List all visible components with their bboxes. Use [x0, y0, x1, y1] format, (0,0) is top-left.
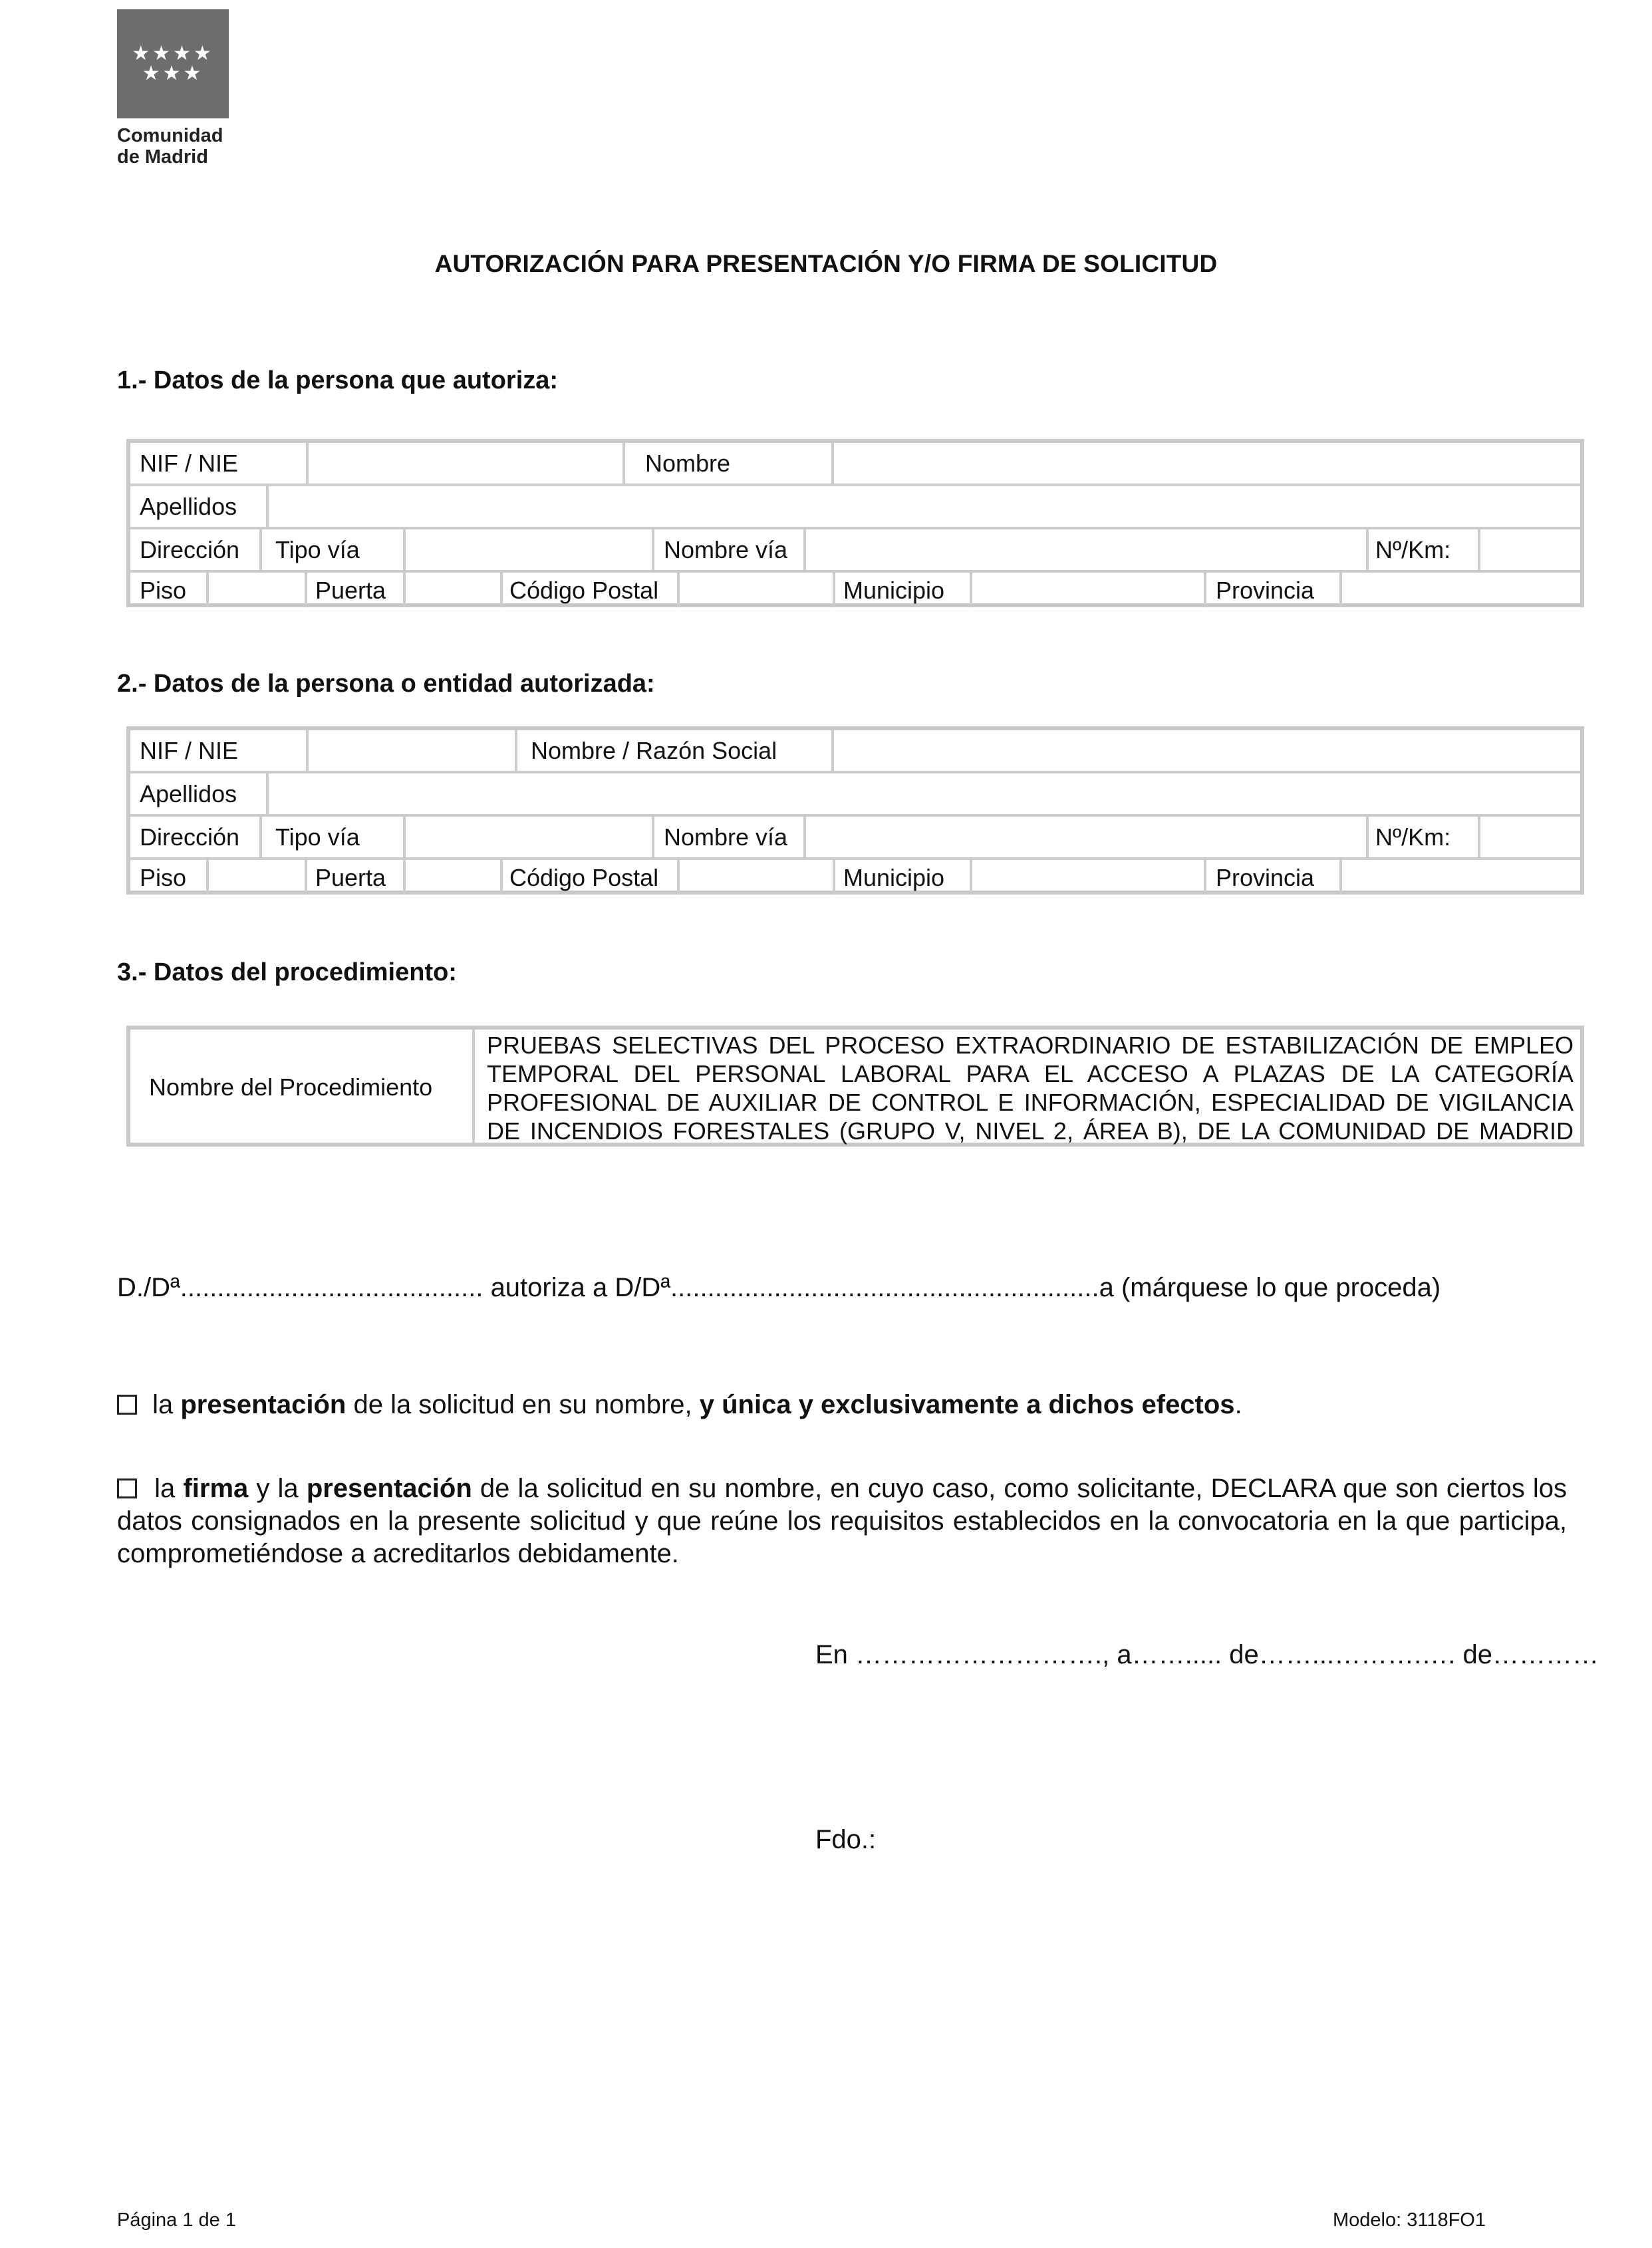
section2-row-apellidos — [130, 773, 1580, 814]
page-number: Página 1 de 1 — [117, 2209, 236, 2231]
section1-row-apellidos — [130, 486, 1580, 527]
puerta-field-2[interactable] — [406, 860, 500, 895]
num-km-field[interactable] — [1480, 529, 1580, 570]
codigo-postal-field-2[interactable] — [680, 860, 833, 895]
firma-checkbox[interactable] — [117, 1478, 137, 1498]
section2-row-direccion — [130, 817, 1580, 857]
procedure-table — [126, 1026, 1584, 1147]
place-date-line: En ………………………., a……..... de……...……….…. de………… — [815, 1640, 1599, 1669]
option-firma-presentacion — [117, 1473, 1567, 1570]
tipo-via-field-2[interactable] — [406, 817, 652, 857]
municipio-label-2: Municipio — [843, 864, 945, 891]
section1-row-nif — [130, 443, 1580, 484]
nif-label-2: NIF / NIE — [140, 737, 239, 764]
provincia-field[interactable] — [1342, 573, 1580, 607]
tipo-via-label: Tipo vía — [275, 536, 360, 563]
provincia-label-2: Provincia — [1216, 864, 1315, 891]
codigo-postal-label: Código Postal — [509, 577, 659, 604]
num-km-field-2[interactable] — [1480, 817, 1580, 857]
codigo-postal-field[interactable] — [680, 573, 833, 607]
nombre-via-field[interactable] — [806, 529, 1371, 570]
apellidos-field[interactable] — [269, 486, 1580, 527]
section2-row-nif — [130, 730, 1580, 771]
option1-text-3: . — [1234, 1390, 1242, 1419]
option1-bold-1: presentación — [180, 1390, 346, 1419]
option1-text-1: la — [152, 1390, 181, 1419]
municipio-field-2[interactable] — [972, 860, 1204, 895]
option2-bold-1: firma — [183, 1474, 249, 1503]
procedure-name: PRUEBAS SELECTIVAS DEL PROCESO EXTRAORDINARIO DE ESTABILIZACIÓN DE EMPLEO TEMPORAL DEL PERSONAL LABORAL PARA EL ACCESO A PLAZAS DE LA CATEGORÍA PROFESIONAL DE AUXILIAR DE CONTROL E INFORMACIÓN, ESPECIALIDAD DE VIGILANCIA DE INCENDIOS FORESTALES (GRUPO V, NIVEL 2, ÁREA B), DE LA COMUNIDAD DE MADRID — [487, 1032, 1574, 1145]
signature-label: Fdo.: — [815, 1825, 877, 1854]
option1-text-2: de la solicitud en su nombre, — [346, 1390, 700, 1419]
section2-heading: 2.- Datos de la persona o entidad autorizada: — [117, 670, 655, 698]
procedure-label: Nombre del Procedimiento — [149, 1073, 433, 1101]
nombre-field[interactable] — [834, 443, 1580, 484]
piso-field[interactable] — [209, 573, 315, 607]
puerta-label: Puerta — [315, 577, 386, 604]
piso-label-2: Piso — [140, 864, 187, 891]
municipio-field[interactable] — [972, 573, 1212, 607]
piso-field-2[interactable] — [209, 860, 305, 895]
option2-bold-2: presentación — [306, 1474, 472, 1503]
presentacion-checkbox[interactable] — [117, 1395, 137, 1415]
apellidos-label-2: Apellidos — [140, 780, 237, 807]
logo-line-2: de Madrid — [117, 146, 208, 168]
nombre-label: Nombre — [645, 450, 731, 477]
option2-text-1: la — [154, 1474, 184, 1503]
provincia-field-2[interactable] — [1342, 860, 1580, 895]
logo-text — [117, 125, 263, 168]
logo-stars-top: ★★★★ — [132, 42, 214, 65]
section1-heading: 1.- Datos de la persona que autoriza: — [117, 366, 559, 394]
nombre-via-label: Nombre vía — [664, 536, 788, 563]
codigo-postal-label-2: Código Postal — [509, 864, 659, 891]
option2-text-2: y la — [248, 1474, 307, 1503]
nombre-via-label-2: Nombre vía — [664, 823, 788, 851]
apellidos-label: Apellidos — [140, 493, 237, 520]
num-km-label: Nº/Km: — [1375, 536, 1451, 563]
section1-row-piso — [130, 573, 1580, 607]
tipo-via-label-2: Tipo vía — [275, 823, 360, 851]
puerta-label-2: Puerta — [315, 864, 386, 891]
section3-heading: 3.- Datos del procedimiento: — [117, 958, 457, 986]
option2-text-3: de la solicitud en su nombre, en cuyo caso, como solicitante, DECLARA que son ciertos los datos consignados en la presente solicitud y que reúne los requisitos establecidos en la convocatoria en la que participa, comprometiéndose a acreditarlos debidamente. — [117, 1474, 1567, 1568]
razon-social-label: Nombre / Razón Social — [531, 737, 777, 764]
direccion-label: Dirección — [140, 536, 240, 563]
section1-table — [126, 439, 1584, 607]
municipio-label: Municipio — [843, 577, 945, 604]
provincia-label: Provincia — [1216, 577, 1315, 604]
puerta-field[interactable] — [406, 573, 512, 607]
section1-row-direccion — [130, 529, 1580, 570]
logo-line-1: Comunidad — [117, 125, 223, 146]
comunidad-madrid-logo — [117, 9, 229, 118]
num-km-label-2: Nº/Km: — [1375, 823, 1451, 851]
razon-social-field[interactable] — [834, 730, 1580, 771]
section2-row-piso — [130, 860, 1580, 895]
nif-field-2[interactable] — [309, 730, 515, 771]
nombre-via-field-2[interactable] — [806, 817, 1366, 857]
apellidos-field-2[interactable] — [269, 773, 1580, 814]
document-title: AUTORIZACIÓN PARA PRESENTACIÓN Y/O FIRMA DE SOLICITUD — [434, 250, 1218, 277]
option1-bold-2: y única y exclusivamente a dichos efectos — [699, 1390, 1235, 1419]
authorization-line: D./Dª......................................... autoriza a D/Dª..........................................................a (márquese lo que proceda) — [117, 1273, 1441, 1302]
model-code: Modelo: 3118FO1 — [1333, 2209, 1486, 2231]
option-presentacion — [117, 1389, 1242, 1421]
direccion-label-2: Dirección — [140, 823, 240, 851]
piso-label: Piso — [140, 577, 187, 604]
nif-label: NIF / NIE — [140, 450, 239, 477]
logo-stars-bottom: ★★★ — [142, 62, 204, 85]
section2-table — [126, 726, 1584, 895]
